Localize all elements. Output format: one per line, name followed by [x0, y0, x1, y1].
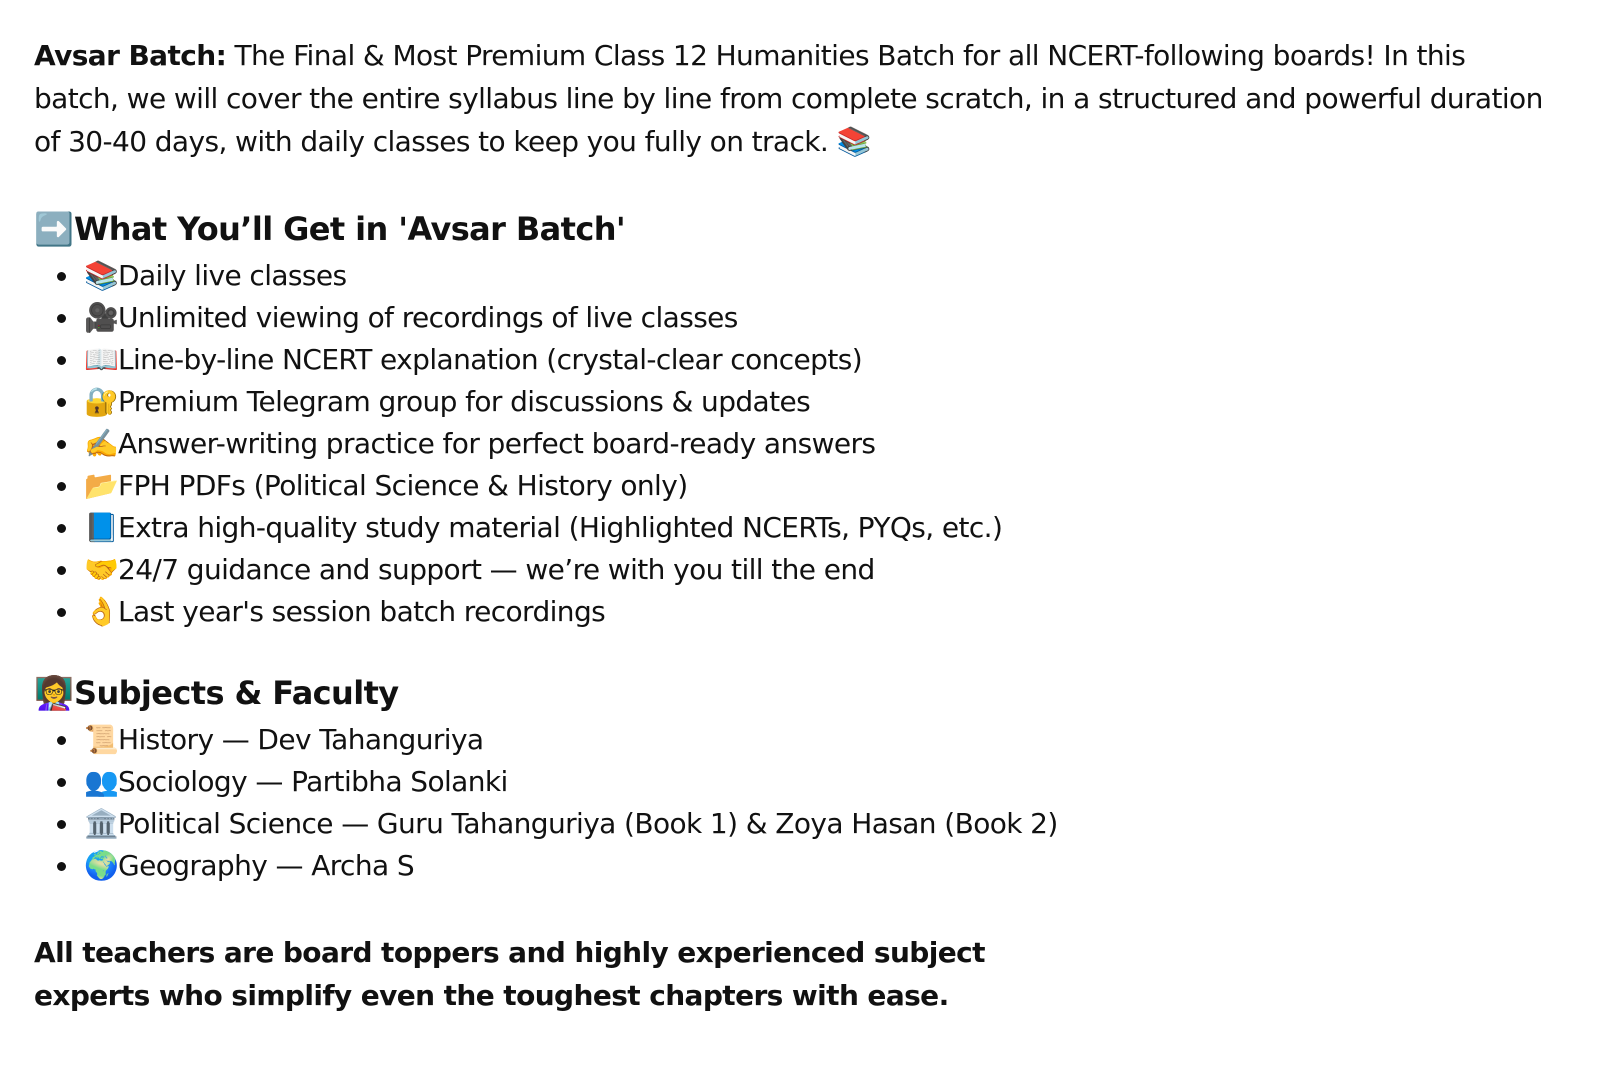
people-icon: 👥: [84, 765, 119, 798]
list-item-text: History — Dev Tahanguriya: [118, 723, 484, 756]
list-item: [34, 761, 1600, 803]
arrow-right-icon: ➡️: [34, 210, 74, 248]
list-item-text: Line-by-line NCERT explanation (crystal-clear concepts): [118, 343, 863, 376]
features-list: [34, 255, 1600, 633]
list-item: [34, 381, 1600, 423]
list-item: [34, 339, 1600, 381]
writing-hand-icon: ✍️: [84, 427, 119, 460]
what-you-get-heading-text: What You’ll Get in 'Avsar Batch': [74, 210, 626, 248]
list-item-text: Geography — Archa S: [118, 849, 415, 882]
list-item: [34, 549, 1600, 591]
closing-statement: All teachers are board toppers and highly experienced subject experts who simplify even the toughest chapters with ease.: [34, 936, 985, 1012]
subjects-faculty-heading-text: Subjects & Faculty: [74, 674, 399, 712]
list-item-text: Last year's session batch recordings: [118, 595, 606, 628]
open-book-icon: 📖: [84, 343, 119, 376]
what-you-get-heading: [34, 209, 1600, 249]
subjects-faculty-heading: [34, 673, 1600, 713]
list-item-text: Sociology — Partibha Solanki: [118, 765, 508, 798]
intro-text: The Final & Most Premium Class 12 Humanities Batch for all NCERT-following boards! In this batch, we will cover the entire syllabus line by line from complete scratch, in a structured and powerful duration of 30-40 days, with daily classes to keep you fully on track.: [34, 39, 1543, 158]
list-item: [34, 465, 1600, 507]
movie-camera-icon: 🎥: [84, 301, 119, 334]
intro-paragraph: [34, 34, 1544, 163]
folder-icon: 📂: [84, 469, 119, 502]
classical-building-icon: 🏛️: [84, 807, 119, 840]
globe-icon: 🌍: [84, 849, 119, 882]
intro-title: Avsar Batch:: [34, 39, 227, 72]
ok-hand-icon: 👌: [84, 595, 119, 628]
list-item-text: 24/7 guidance and support — we’re with you till the end: [118, 553, 875, 586]
list-item: [34, 255, 1600, 297]
list-item: [34, 507, 1600, 549]
list-item: [34, 803, 1600, 845]
list-item: [34, 845, 1600, 887]
handshake-icon: 🤝: [84, 553, 119, 586]
list-item: [34, 591, 1600, 633]
list-item: [34, 297, 1600, 339]
books-icon: 📚: [84, 259, 119, 292]
teacher-icon: 👩‍🏫: [34, 674, 74, 712]
books-icon: 📚: [836, 125, 871, 158]
scroll-icon: 📜: [84, 723, 119, 756]
list-item: [34, 719, 1600, 761]
list-item: [34, 423, 1600, 465]
subjects-list: [34, 719, 1600, 887]
list-item-text: FPH PDFs (Political Science & History only): [118, 469, 688, 502]
blue-book-icon: 📘: [84, 511, 119, 544]
list-item-text: Political Science — Guru Tahanguriya (Book 1) & Zoya Hasan (Book 2): [118, 807, 1058, 840]
list-item-text: Premium Telegram group for discussions & updates: [118, 385, 811, 418]
lock-key-icon: 🔐: [84, 385, 119, 418]
list-item-text: Unlimited viewing of recordings of live classes: [118, 301, 738, 334]
list-item-text: Daily live classes: [118, 259, 347, 292]
list-item-text: Answer-writing practice for perfect board-ready answers: [118, 427, 876, 460]
list-item-text: Extra high-quality study material (Highlighted NCERTs, PYQs, etc.): [118, 511, 1003, 544]
